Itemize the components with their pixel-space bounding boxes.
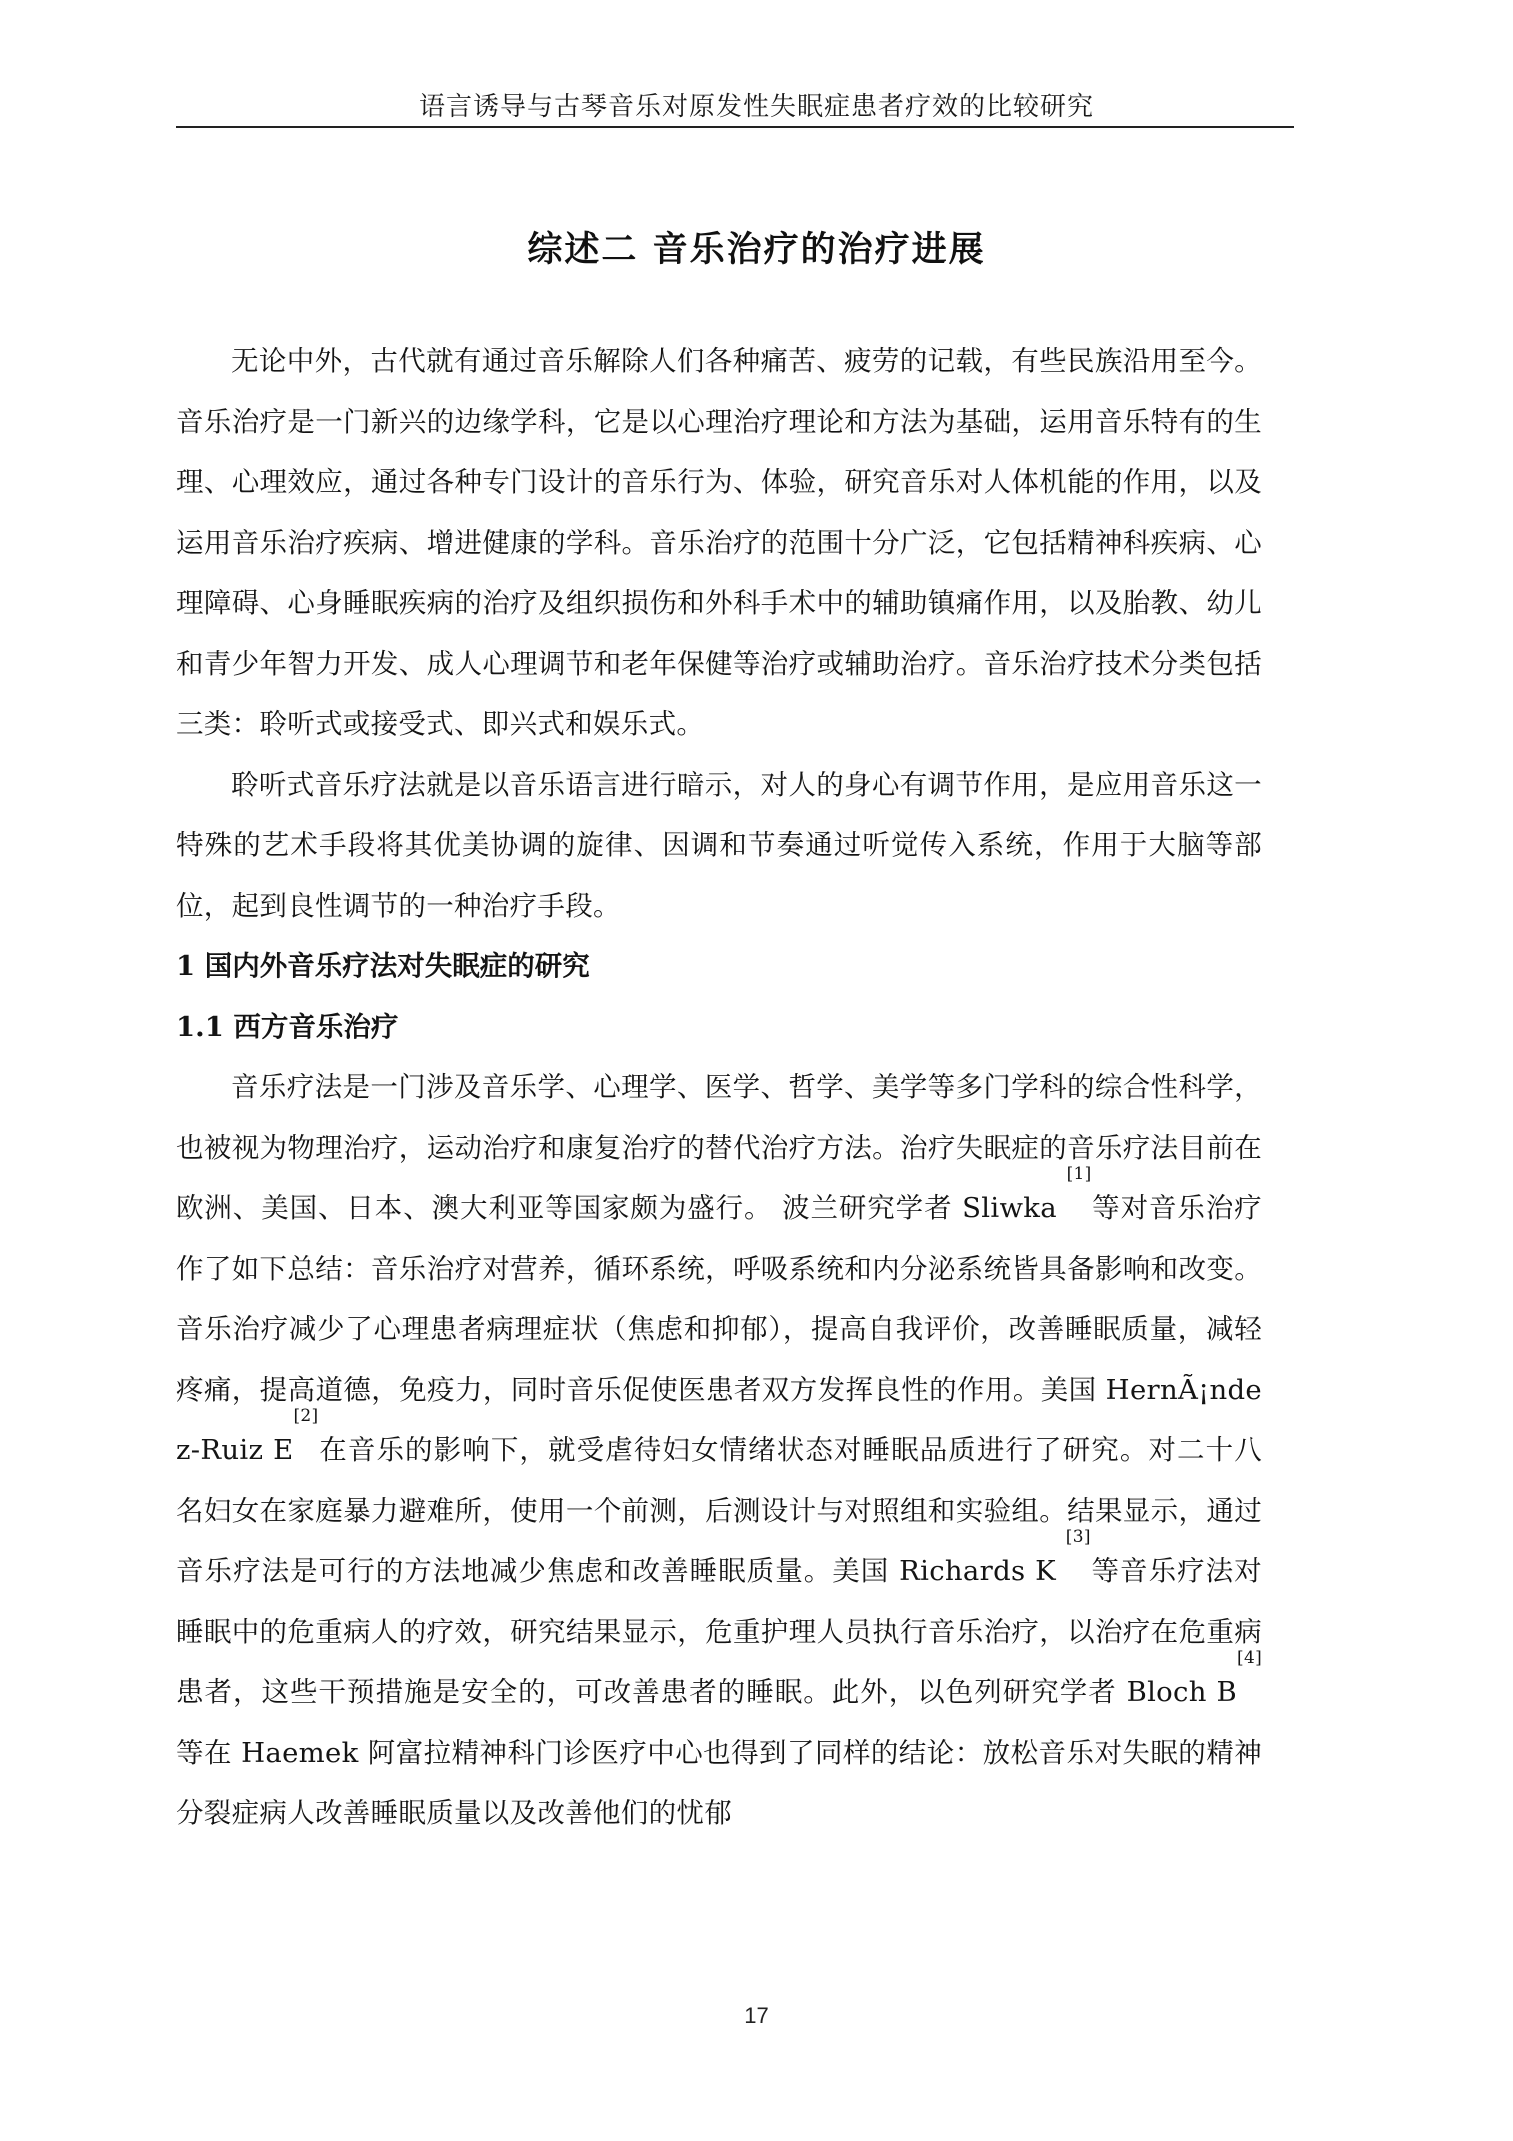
header-rule: [176, 126, 1294, 128]
citation-ref: [2]: [293, 1406, 319, 1426]
paragraph-listening-therapy: 聆听式音乐疗法就是以音乐语言进行暗示，对人的身心有调节作用，是应用音乐这一特殊的艺术手段将其优美协调的旋律、因调和节奏通过听觉传入系统，作用于大脑等部位，起到良性调节的一种治疗手段。: [176, 768, 1262, 922]
page-number: 17: [744, 2003, 769, 2028]
section-heading-1-1: 1.1 西方音乐治疗: [176, 1010, 399, 1043]
paragraph-text: 等音乐疗法对睡眠中的危重病人的疗效，研究结果显示，危重护理人员执行音乐治疗，以治疗在危重病患者，这些干预措施是安全的，可改善患者的睡眠。此外，以色列研究学者 Bloch B: [176, 1555, 1262, 1708]
paragraph-text: 在音乐的影响下，就受虐待妇女情绪状态对睡眠品质进行了研究。对二十八名妇女在家庭暴力避难所，使用一个前测，后测设计与对照组和实验组。结果显示，通过音乐疗法是可行的方法地减少焦虑和改善睡眠质量。美国 Richards K: [176, 1434, 1262, 1587]
citation-ref: [1]: [1066, 1164, 1092, 1184]
paragraph-text: 等在 Haemek 阿富拉精神科门诊医疗中心也得到了同样的结论：放松音乐对失眠的精神分裂症病人改善睡眠质量以及改善他们的忧郁: [176, 1736, 1262, 1829]
paragraph-text: 等对音乐治疗作了如下总结：音乐治疗对营养，循环系统，呼吸系统和内分泌系统皆具备影响和改变。音乐治疗减少了心理患者病理症状（焦虑和抑郁），提高自我评价，改善睡眠质量，减轻疼痛，提高道德，免疫力，同时音乐促使医患者双方发挥良性的作用。美国 HernÃ¡ndez-Ruiz E: [176, 1192, 1262, 1466]
paragraph-western-music-therapy: [176, 1057, 1262, 1844]
running-header: 语言诱导与古琴音乐对原发性失眠症患者疗效的比较研究: [418, 92, 1094, 122]
citation-ref: [3]: [1065, 1527, 1091, 1547]
body-text: [176, 331, 1262, 1844]
section-heading-1: 1 国内外音乐疗法对失眠症的研究: [176, 950, 590, 982]
page-title: 综述二 音乐治疗的治疗进展: [527, 229, 986, 270]
paragraph-text: 音乐疗法是一门涉及音乐学、心理学、医学、哲学、美学等多门学科的综合性科学，也被视为物理治疗，运动治疗和康复治疗的替代治疗方法。治疗失眠症的音乐疗法目前在欧洲、美国、日本、澳大利亚等国家颇为盛行。 波兰研究学者 Sliwka: [176, 1071, 1262, 1224]
paragraph-intro: 无论中外，古代就有通过音乐解除人们各种痛苦、疲劳的记载，有些民族沿用至今。音乐治疗是一门新兴的边缘学科，它是以心理治疗理论和方法为基础，运用音乐特有的生理、心理效应，通过各种专门设计的音乐行为、体验，研究音乐对人体机能的作用，以及运用音乐治疗疾病、增进健康的学科。音乐治疗的范围十分广泛，它包括精神科疾病、心理障碍、心身睡眠疾病的治疗及组织损伤和外科手术中的辅助镇痛作用，以及胎教、幼儿和青少年智力开发、成人心理调节和老年保健等治疗或辅助治疗。音乐治疗技术分类包括三类：聆听式或接受式、即兴式和娱乐式。: [176, 345, 1262, 740]
citation-ref: [4]: [1237, 1648, 1262, 1668]
